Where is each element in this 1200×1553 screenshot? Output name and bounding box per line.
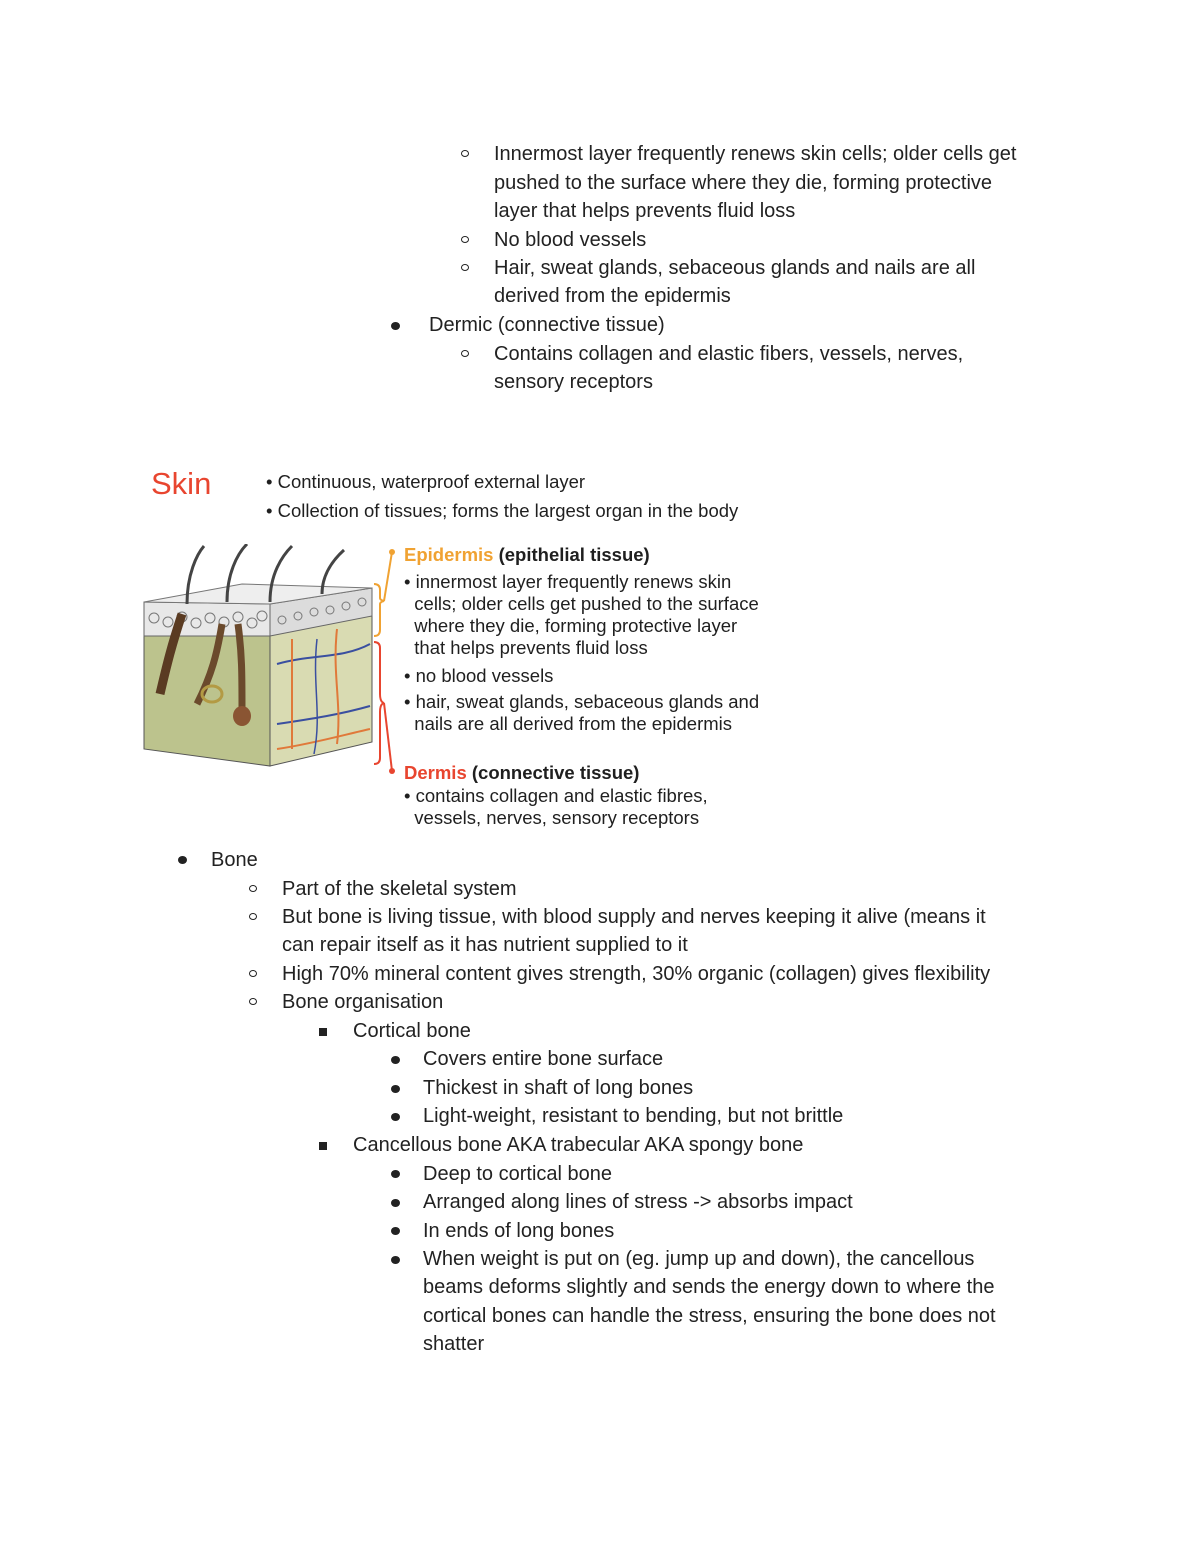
bullet-circle — [461, 264, 469, 271]
dermis-type: (connective tissue) — [471, 762, 640, 783]
figure-bullet-line: • hair, sweat glands, sebaceous glands and — [404, 691, 760, 712]
bullet-disc — [178, 856, 187, 864]
figure-bullet-line: • innermost layer frequently renews skin — [404, 571, 732, 592]
bullet-circle — [461, 236, 469, 243]
text-line: Part of the skeletal system — [282, 878, 517, 900]
bullet-circle — [461, 150, 469, 157]
skin-figure — [140, 458, 820, 838]
text-line: No blood vessels — [494, 229, 647, 251]
text-line: Deep to cortical bone — [423, 1163, 613, 1185]
bullet-disc — [391, 1113, 400, 1121]
cancellous-heading: Cancellous bone AKA trabecular AKA spongy bone — [353, 1134, 804, 1156]
text-line: sensory receptors — [494, 371, 653, 393]
text-line: shatter — [423, 1333, 485, 1355]
text-line: layer that helps prevents fluid loss — [494, 200, 796, 222]
skin-cross-section-illustration — [142, 544, 392, 794]
bullet-circle — [249, 998, 257, 1005]
text-line: Arranged along lines of stress -> absorbs impact — [423, 1191, 853, 1213]
text-line: cortical bones can handle the stress, ensuring the bone does not — [423, 1305, 996, 1327]
cortical-heading: Cortical bone — [353, 1020, 471, 1042]
bullet-circle — [249, 970, 257, 977]
bullet-disc — [391, 1227, 400, 1235]
text-line: When weight is put on (eg. jump up and down), the cancellous — [423, 1248, 975, 1270]
text-line: pushed to the surface where they die, forming protective — [494, 172, 993, 194]
epidermis-type: (epithelial tissue) — [498, 544, 650, 565]
figure-bullet-line: where they die, forming protective layer — [404, 615, 738, 636]
text-line: Hair, sweat glands, sebaceous glands and nails are all — [494, 257, 976, 279]
dermic-heading: Dermic (connective tissue) — [429, 314, 665, 336]
text-line: derived from the epidermis — [494, 285, 731, 307]
dermis-label: Dermis — [404, 762, 467, 783]
epidermis-heading — [404, 544, 650, 566]
figure-summary-line: • Continuous, waterproof external layer — [266, 471, 586, 492]
figure-summary-line: • Collection of tissues; forms the largest organ in the body — [266, 500, 739, 521]
text-line: In ends of long bones — [423, 1220, 615, 1242]
text-line: Covers entire bone surface — [423, 1048, 664, 1070]
text-line: Contains collagen and elastic fibers, vessels, nerves, — [494, 343, 964, 365]
figure-bullet-line: that helps prevents fluid loss — [404, 637, 648, 658]
text-line: Thickest in shaft of long bones — [423, 1077, 694, 1099]
text-line: beams deforms slightly and sends the energy down to where the — [423, 1276, 995, 1298]
dermis-heading — [404, 762, 639, 784]
bullet-square — [319, 1028, 327, 1036]
text-line: Innermost layer frequently renews skin cells; older cells get — [494, 143, 1017, 165]
figure-title: Skin — [151, 466, 212, 501]
figure-bullet-line: nails are all derived from the epidermis — [404, 713, 733, 734]
bone-heading: Bone — [211, 849, 258, 871]
bullet-disc — [391, 1056, 400, 1064]
epidermis-label: Epidermis — [404, 544, 494, 565]
text-line: can repair itself as it has nutrient supplied to it — [282, 934, 688, 956]
bullet-circle — [249, 913, 257, 920]
figure-bullet-line: vessels, nerves, sensory receptors — [404, 807, 700, 828]
bullet-disc — [391, 1199, 400, 1207]
bullet-circle — [461, 350, 469, 357]
text-line: But bone is living tissue, with blood supply and nerves keeping it alive (means it — [282, 906, 986, 928]
bullet-disc — [391, 1256, 400, 1264]
figure-bullet-line: • contains collagen and elastic fibres, — [404, 785, 708, 806]
text-line: Bone organisation — [282, 991, 444, 1013]
bullet-disc — [391, 1085, 400, 1093]
layer-brackets — [368, 544, 398, 784]
figure-bullet-line: • no blood vessels — [404, 665, 554, 686]
bullet-disc — [391, 1170, 400, 1178]
bullet-square — [319, 1142, 327, 1150]
figure-bullet-line: cells; older cells get pushed to the surface — [404, 593, 759, 614]
bullet-circle — [249, 885, 257, 892]
text-line: Light-weight, resistant to bending, but not brittle — [423, 1105, 844, 1127]
bullet-disc — [391, 322, 400, 330]
text-line: High 70% mineral content gives strength, 30% organic (collagen) gives flexibility — [282, 963, 991, 985]
